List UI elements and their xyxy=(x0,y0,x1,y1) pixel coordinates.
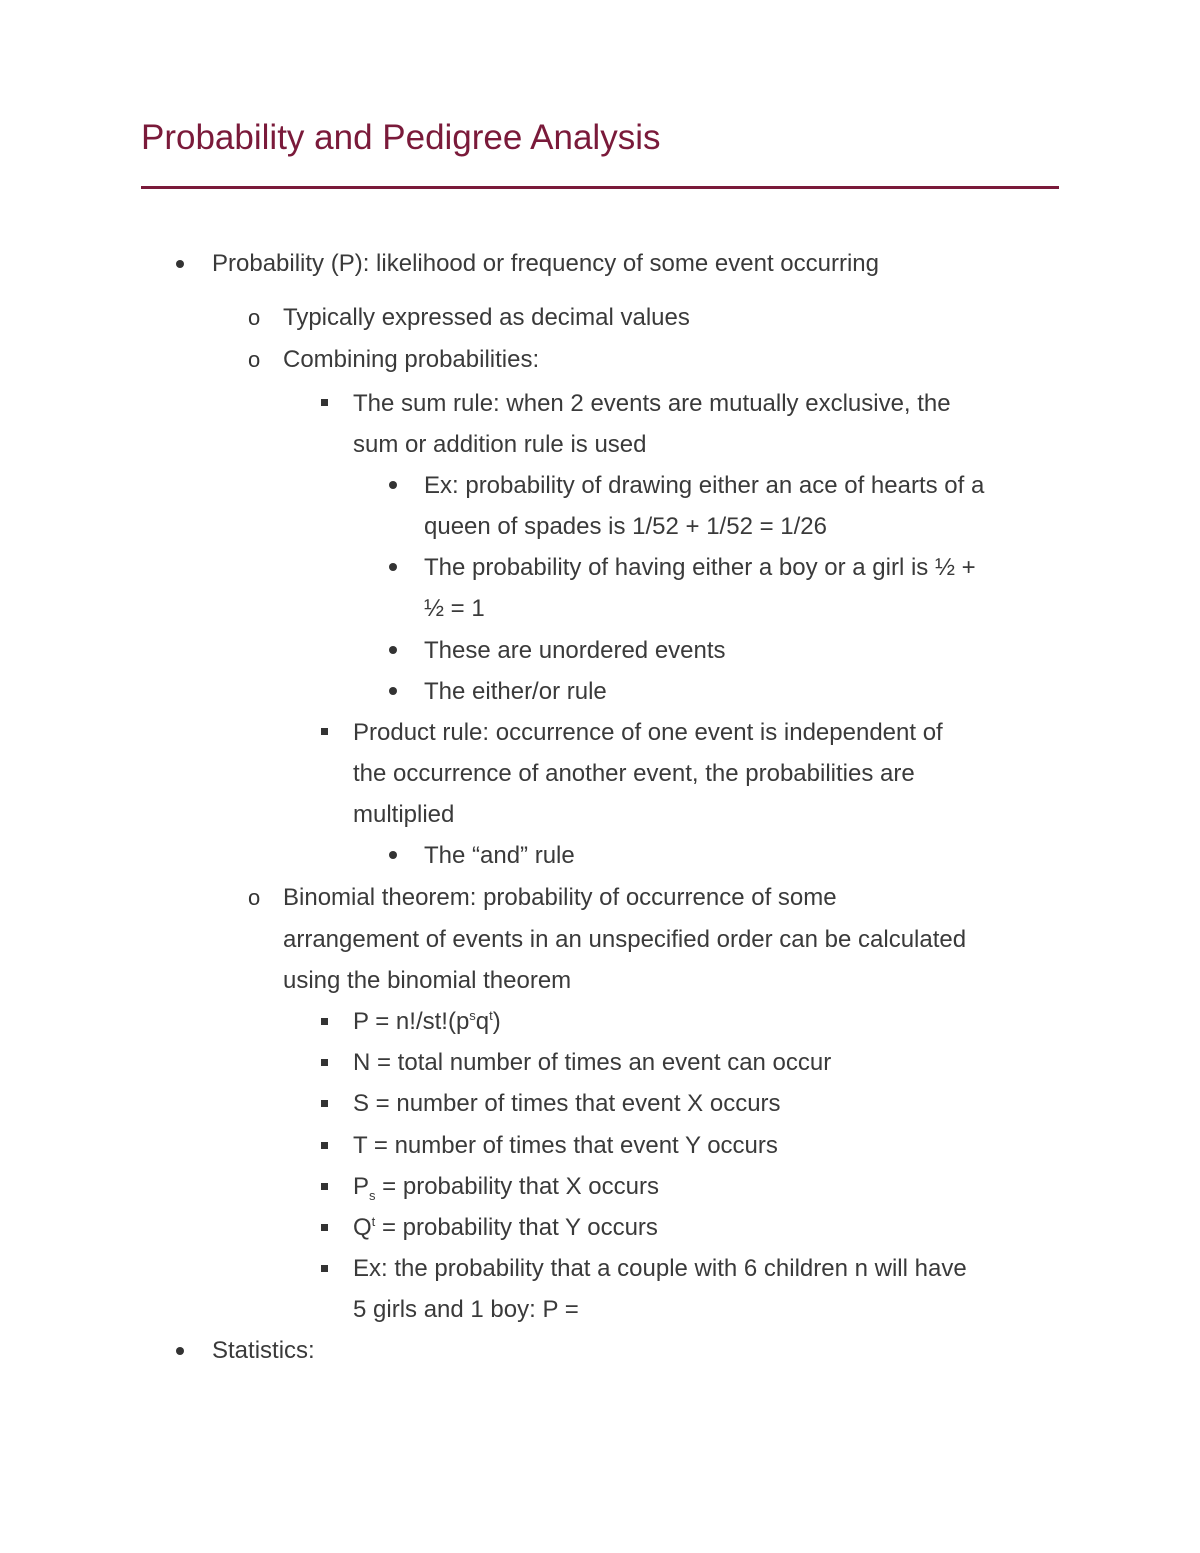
list-item: Combining probabilities: xyxy=(283,346,540,373)
list-item-continuation: sum or addition rule is used xyxy=(353,431,647,458)
bullet-dot-icon xyxy=(176,1347,184,1355)
list-item: N = total number of times an event can occur xyxy=(353,1049,832,1076)
bullet-dot-icon xyxy=(389,851,397,859)
bullet-dot-icon xyxy=(176,260,184,268)
bullet-dot-icon xyxy=(389,563,397,571)
formula-item: $P_s$ = probability that X occurs xyxy=(353,1173,659,1203)
bullet-square-icon xyxy=(321,1142,328,1149)
list-item-continuation: using the binomial theorem xyxy=(283,967,572,994)
bullet-dot-icon xyxy=(389,481,397,489)
title-divider xyxy=(141,186,1059,189)
list-item: The “and” rule xyxy=(424,842,575,869)
list-item-continuation: 5 girls and 1 boy: P = xyxy=(353,1296,579,1323)
list-item: Ex: probability of drawing either an ace of hearts of a xyxy=(424,472,985,499)
list-item-continuation: arrangement of events in an unspecified order can be calculated xyxy=(283,926,967,953)
list-item: Typically expressed as decimal values xyxy=(283,304,690,331)
list-item: These are unordered events xyxy=(424,637,726,664)
bullet-dot-icon xyxy=(389,646,397,654)
formula-item: $Q^t$ = probability that Y occurs xyxy=(353,1214,658,1241)
bullet-circle-icon: o xyxy=(248,885,261,910)
bullet-square-icon xyxy=(321,728,328,735)
list-item-continuation: multiplied xyxy=(353,801,455,828)
list-item: T = number of times that event Y occurs xyxy=(353,1132,778,1159)
list-item: Probability (P): likelihood or frequency of some event occurring xyxy=(212,250,879,277)
formula-item: $P = n!/st!(p^sq^t)$ xyxy=(353,1008,501,1035)
bullet-square-icon xyxy=(321,1183,328,1190)
list-item: S = number of times that event X occurs xyxy=(353,1090,781,1117)
list-item: The probability of having either a boy or a girl is ½ + xyxy=(424,554,976,581)
list-item-continuation: ½ = 1 xyxy=(424,595,485,622)
list-item-continuation: queen of spades is 1/52 + 1/52 = 1/26 xyxy=(424,513,827,540)
bullet-square-icon xyxy=(321,1265,328,1272)
list-item: The sum rule: when 2 events are mutually exclusive, the xyxy=(353,390,951,417)
list-item: Statistics: xyxy=(212,1337,315,1364)
bullet-circle-icon: o xyxy=(248,305,261,330)
list-item: Product rule: occurrence of one event is independent of xyxy=(353,719,943,746)
bullet-square-icon xyxy=(321,399,328,406)
bullet-square-icon xyxy=(321,1100,328,1107)
list-item: Binomial theorem: probability of occurrence of some xyxy=(283,884,837,911)
page-title: Probability and Pedigree Analysis xyxy=(141,118,661,157)
bullet-circle-icon: o xyxy=(248,347,261,372)
list-item: Ex: the probability that a couple with 6 children n will have xyxy=(353,1255,967,1282)
bullet-square-icon xyxy=(321,1059,328,1066)
bullet-square-icon xyxy=(321,1224,328,1231)
bullet-square-icon xyxy=(321,1018,328,1025)
bullet-dot-icon xyxy=(389,687,397,695)
list-item-continuation: the occurrence of another event, the probabilities are xyxy=(353,760,915,787)
list-item: The either/or rule xyxy=(424,678,607,705)
